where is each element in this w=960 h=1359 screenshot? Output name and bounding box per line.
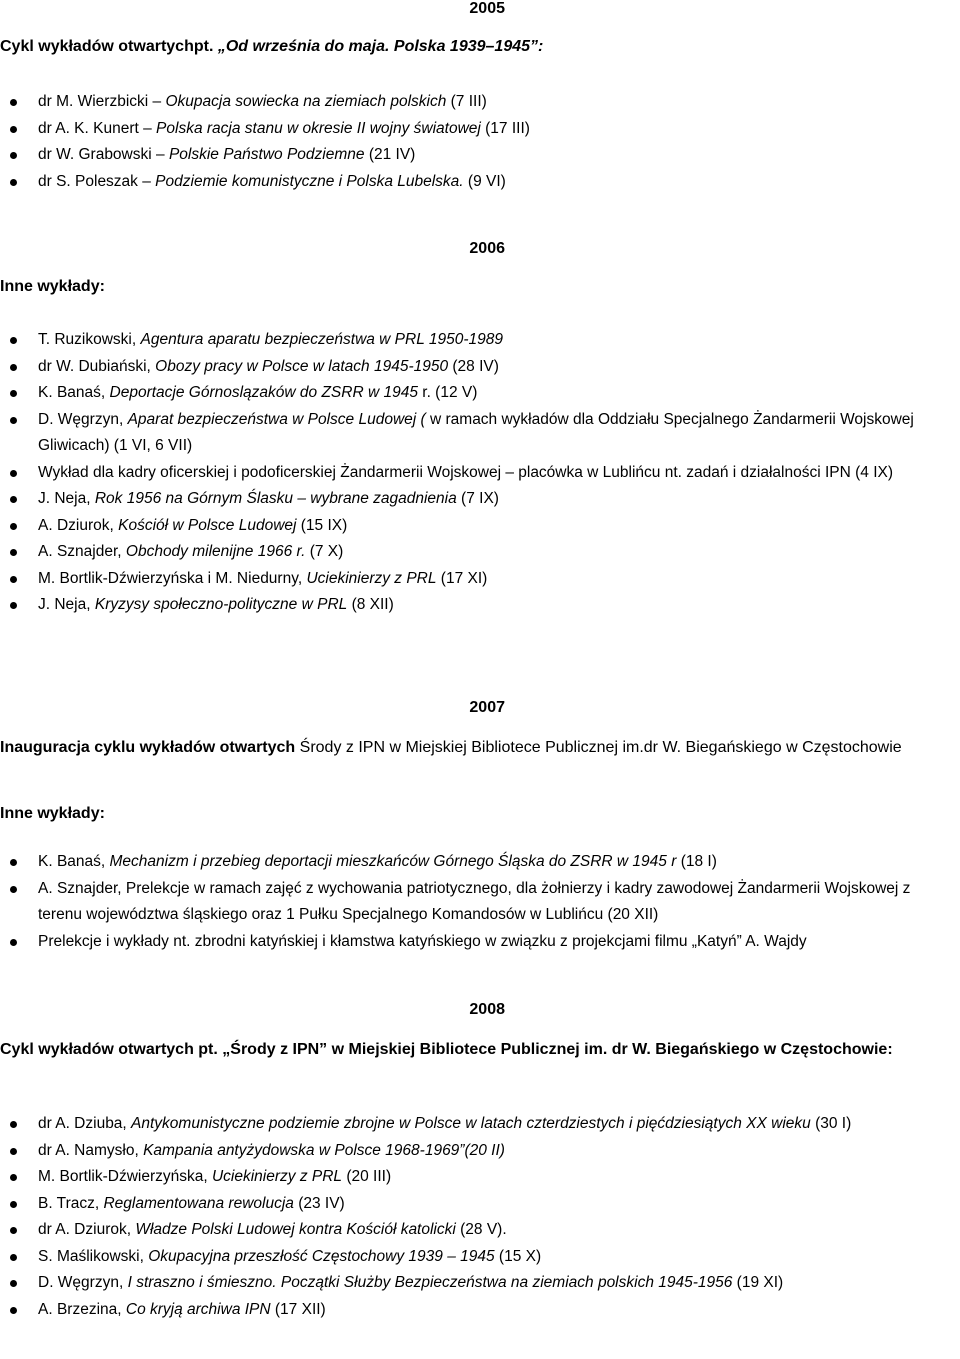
subheading-2007: Inne wykłady: [0,805,105,822]
list-item: D. Węgrzyn, Aparat bezpieczeństwa w Polsce Ludowej ( w ramach wykładów dla Oddziału Specjalnego Żandarmerii Wojskowej Gliwicach) (1 VI, 6 VII) [0,407,955,460]
list-item: dr A. Namysło, Kampania antyżydowska w Polsce 1968-1969”(20 II) [0,1138,955,1165]
list-item: K. Banaś, Deportacje Górnoslązaków do ZSRR w 1945 r. (12 V) [0,380,955,407]
list-item: Wykład dla kadry oficerskiej i podoficerskiej Żandarmerii Wojskowej – placówka w Lublińcu nt. zadań i działalności IPN (4 IX) [0,460,955,487]
list-item: T. Ruzikowski, Agentura aparatu bezpieczeństwa w PRL 1950-1989 [0,327,955,354]
lecture-list-2006 [0,327,955,619]
lecture-list-2007 [0,849,955,955]
list-item: dr A. Dziurok, Władze Polski Ludowej kontra Kościół katolicki (28 V). [0,1217,955,1244]
list-item: D. Węgrzyn, I straszno i śmieszno. Początki Służby Bezpieczeństwa na ziemiach polskich 1945-1956 (19 XI) [0,1270,955,1297]
section-heading-2005 [0,35,950,59]
list-item: J. Neja, Kryzysy społeczno-polityczne w PRL (8 XII) [0,592,955,619]
year-2008: 2008 [469,1001,505,1018]
section-heading-2006: Inne wykłady: [0,278,105,295]
list-item: dr S. Poleszak – Podziemie komunistyczne i Polska Lubelska. (9 VI) [0,169,955,196]
list-item: K. Banaś, Mechanizm i przebieg deportacji mieszkańców Górnego Śląska do ZSRR w 1945 r (18 I) [0,849,955,876]
heading-plain: Środy z IPN w Miejskiej Bibliotece Publicznej im.dr W. Biegańskiego w Częstochowie [295,739,902,756]
list-item: A. Dziurok, Kościół w Polsce Ludowej (15 IX) [0,513,955,540]
list-item: A. Brzezina, Co kryją archiwa IPN (17 XII) [0,1297,955,1324]
list-item: J. Neja, Rok 1956 na Górnym Ślasku – wybrane zagadnienia (7 IX) [0,486,955,513]
list-item: M. Bortlik-Dźwierzyńska i M. Niedurny, Uciekinierzy z PRL (17 XI) [0,566,955,593]
list-item: A. Sznajder, Prelekcje w ramach zajęć z wychowania patriotycznego, dla żołnierzy i kadry zawodowej Żandarmerii Wojskowej z terenu województwa śląskiego oraz 1 Pułku Specjalnego Komandosów w Lublińcu (20 XII) [0,876,955,929]
year-2006: 2006 [469,240,505,257]
lecture-list-2008 [0,1111,955,1323]
lecture-list-2005 [0,89,955,195]
list-item: dr M. Wierzbicki – Okupacja sowiecka na ziemiach polskich (7 III) [0,89,955,116]
year-2007: 2007 [469,699,505,716]
list-item: B. Tracz, Reglamentowana rewolucja (23 IV) [0,1191,955,1218]
section-heading-2007 [0,736,950,760]
heading-bold: Cykl wykładów otwartychpt. [0,38,214,55]
list-item: A. Sznajder, Obchody milenijne 1966 r. (7 X) [0,539,955,566]
list-item: Prelekcje i wykłady nt. zbrodni katyńskiej i kłamstwa katyńskiego w związku z projekcjami filmu „Katyń” A. Wajdy [0,929,955,956]
heading-bold: Inauguracja cyklu wykładów otwartych [0,739,296,756]
list-item: S. Maślikowski, Okupacyjna przeszłość Częstochowy 1939 – 1945 (15 X) [0,1244,955,1271]
heading-italic: „Od września do maja. Polska 1939–1945”: [217,38,544,55]
section-heading-2008: Cykl wykładów otwartych pt. „Środy z IPN” w Miejskiej Bibliotece Publicznej im. dr W. Biegańskiego w Częstochowie: [0,1041,893,1058]
list-item: M. Bortlik-Dźwierzyńska, Uciekinierzy z PRL (20 III) [0,1164,955,1191]
list-item: dr W. Grabowski – Polskie Państwo Podziemne (21 IV) [0,142,955,169]
list-item: dr A. Dziuba, Antykomunistyczne podziemie zbrojne w Polsce w latach czterdziestych i pięćdziesiątych XX wieku (30 I) [0,1111,955,1138]
list-item: dr W. Dubiański, Obozy pracy w Polsce w latach 1945-1950 (28 IV) [0,354,955,381]
year-2005: 2005 [469,0,505,17]
list-item: dr A. K. Kunert – Polska racja stanu w okresie II wojny światowej (17 III) [0,116,955,143]
